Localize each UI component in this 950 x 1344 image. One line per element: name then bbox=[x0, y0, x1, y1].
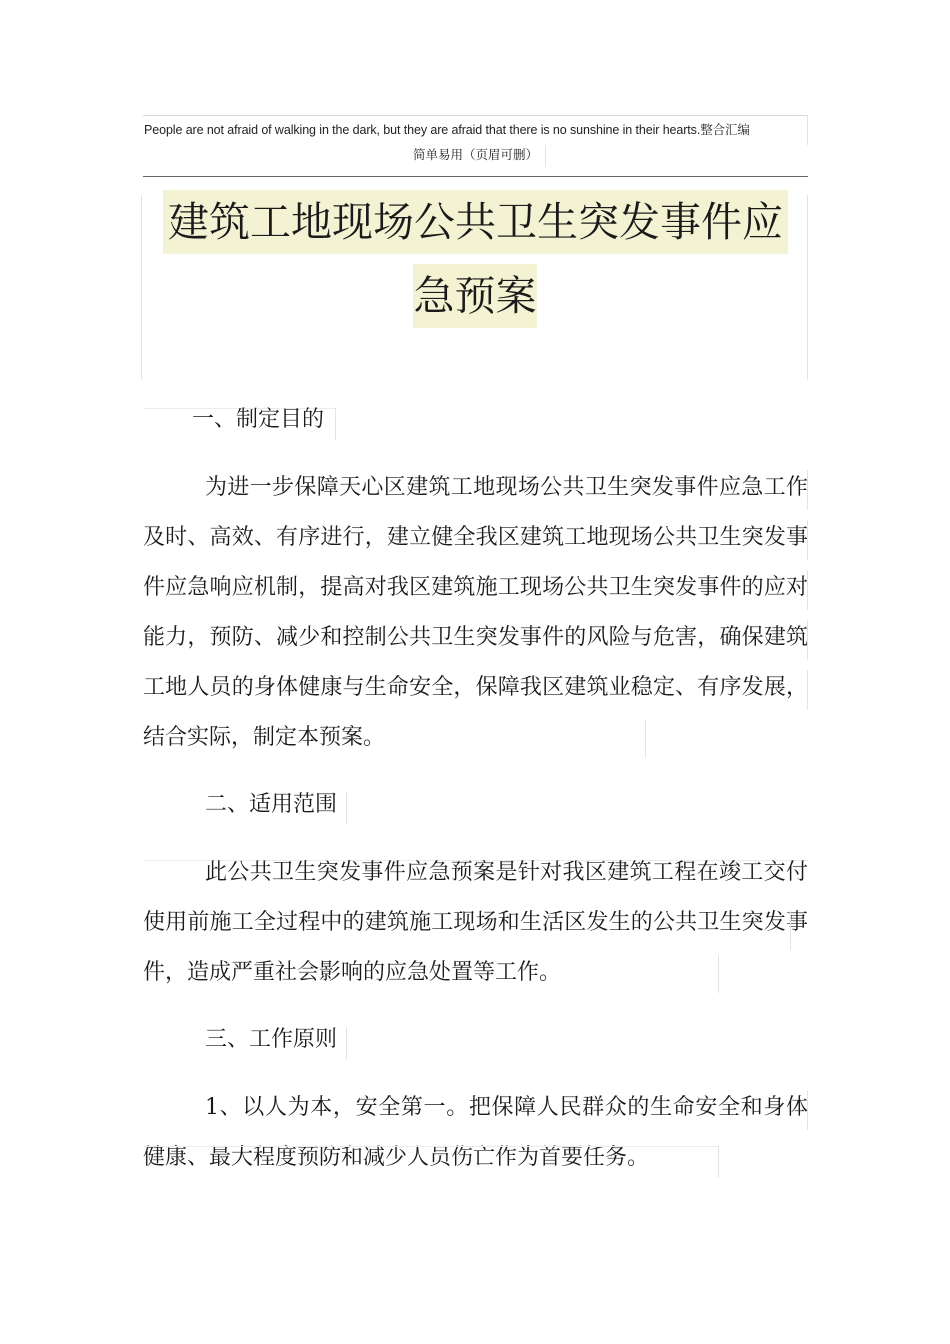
section-paragraph-2: 此公共卫生突发事件应急预案是针对我区建筑工程在竣工交付使用前施工全过程中的建筑施工现场和生活区发生的公共卫生突发事件，造成严重社会影响的应急处置等工作。 bbox=[143, 860, 808, 985]
layout-guide bbox=[807, 470, 808, 510]
layout-guide bbox=[718, 1146, 719, 1178]
layout-guide bbox=[807, 670, 808, 710]
page-header bbox=[143, 115, 808, 166]
layout-guide bbox=[807, 570, 808, 610]
layout-guide bbox=[790, 910, 791, 950]
layout-guide bbox=[807, 1090, 808, 1130]
layout-guide bbox=[335, 408, 336, 440]
layout-guide bbox=[143, 1146, 718, 1147]
header-note: 简单易用（页眉可删） bbox=[412, 147, 538, 162]
document-title bbox=[143, 180, 808, 380]
header-divider bbox=[143, 176, 808, 177]
layout-guide bbox=[346, 1027, 347, 1059]
header-quote: People are not afraid of walking in the dark, but they are afraid that there is no sunshine in their hearts.整合汇编 bbox=[144, 123, 750, 137]
section-heading-2: 二、适用范围 bbox=[205, 792, 338, 817]
layout-guide bbox=[718, 955, 719, 993]
title-line-2: 急预案 bbox=[413, 264, 537, 328]
layout-guide bbox=[807, 620, 808, 660]
layout-guide bbox=[346, 792, 347, 824]
layout-guide bbox=[807, 115, 808, 145]
layout-guide bbox=[141, 195, 142, 380]
title-line-1: 建筑工地现场公共卫生突发事件应 bbox=[163, 190, 788, 254]
layout-guide bbox=[645, 720, 646, 758]
layout-guide bbox=[807, 520, 808, 560]
section-paragraph-3: 1、以人为本，安全第一。把保障人民群众的生命安全和身体健康、最大程度预防和减少人员伤亡作为首要任务。 bbox=[143, 1095, 808, 1170]
section-paragraph-1: 为进一步保障天心区建筑工地现场公共卫生突发事件应急工作及时、高效、有序进行，建立健全我区建筑工地现场公共卫生突发事件应急响应机制，提高对我区建筑施工现场公共卫生突发事件的应对能力，预防、减少和控制公共卫生突发事件的风险与危害，确保建筑工地人员的身体健康与生命安全，保障我区建筑业稳定、有序发展，结合实际，制定本预案。 bbox=[143, 475, 808, 750]
section-heading-3: 三、工作原则 bbox=[205, 1027, 338, 1052]
section-heading-1: 一、制定目的 bbox=[192, 407, 325, 432]
layout-guide bbox=[545, 145, 546, 167]
